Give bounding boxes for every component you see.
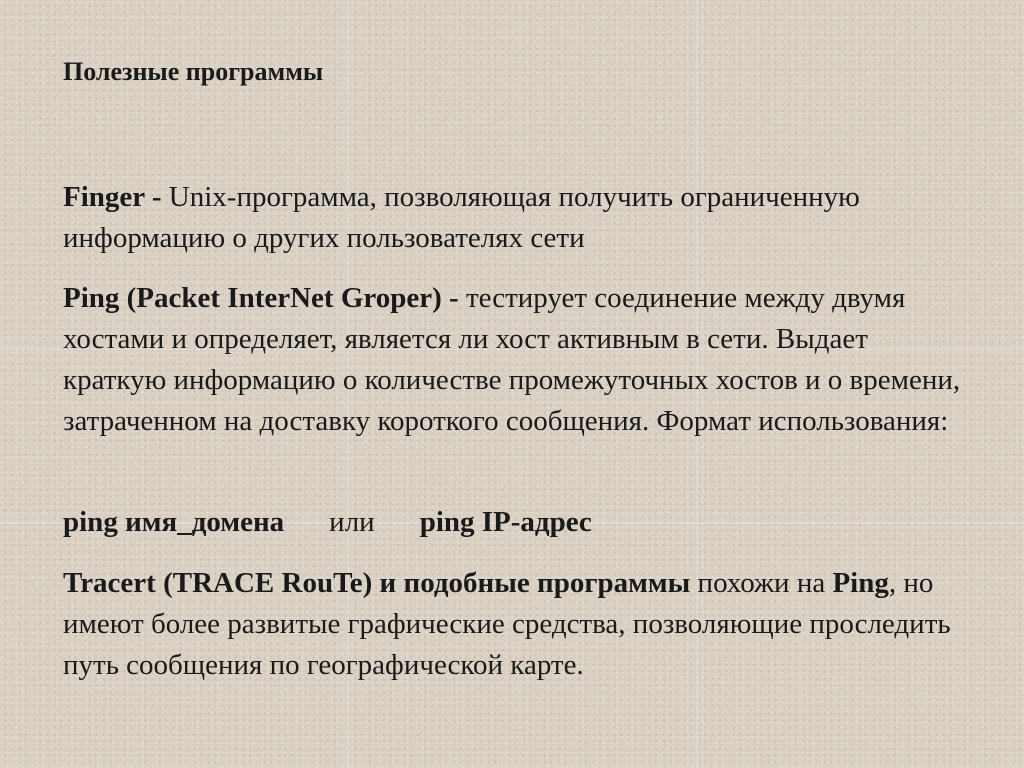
tracert-text-2: , но имеют более развитые графические средства, позволяющие проследить путь сообщения по географической карте. [63, 567, 951, 681]
finger-description: Unix-программа, позволяющая получить ограниченную информацию о других пользователях сети [63, 181, 860, 254]
tracert-text-1: похожи на [690, 567, 833, 599]
usage-or: или [329, 506, 375, 538]
finger-paragraph [63, 177, 963, 259]
finger-term: Finger - [63, 181, 169, 213]
tracert-ping-ref: Ping [832, 567, 889, 599]
slide-title: Полезные программы [63, 57, 324, 86]
slide-content [63, 50, 983, 681]
ping-paragraph [63, 278, 963, 442]
usage-ip: ping IP-адрес [419, 506, 592, 538]
usage-domain: ping имя_домена [63, 506, 285, 538]
tracert-term: Tracert (TRACE RouTe) и подобные программы [63, 567, 691, 599]
tracert-paragraph [63, 563, 963, 686]
ping-term: Ping (Packet InterNet Groper) - [63, 282, 466, 314]
ping-description: тестирует соединение между двумя хостами и определяет, является ли хост активным в сети. Выдает краткую информацию о количестве промежуточных хостов и о времени, затраченном на доставку короткого сообщения. Формат использования: [63, 282, 961, 437]
ping-usage-line [63, 502, 963, 543]
